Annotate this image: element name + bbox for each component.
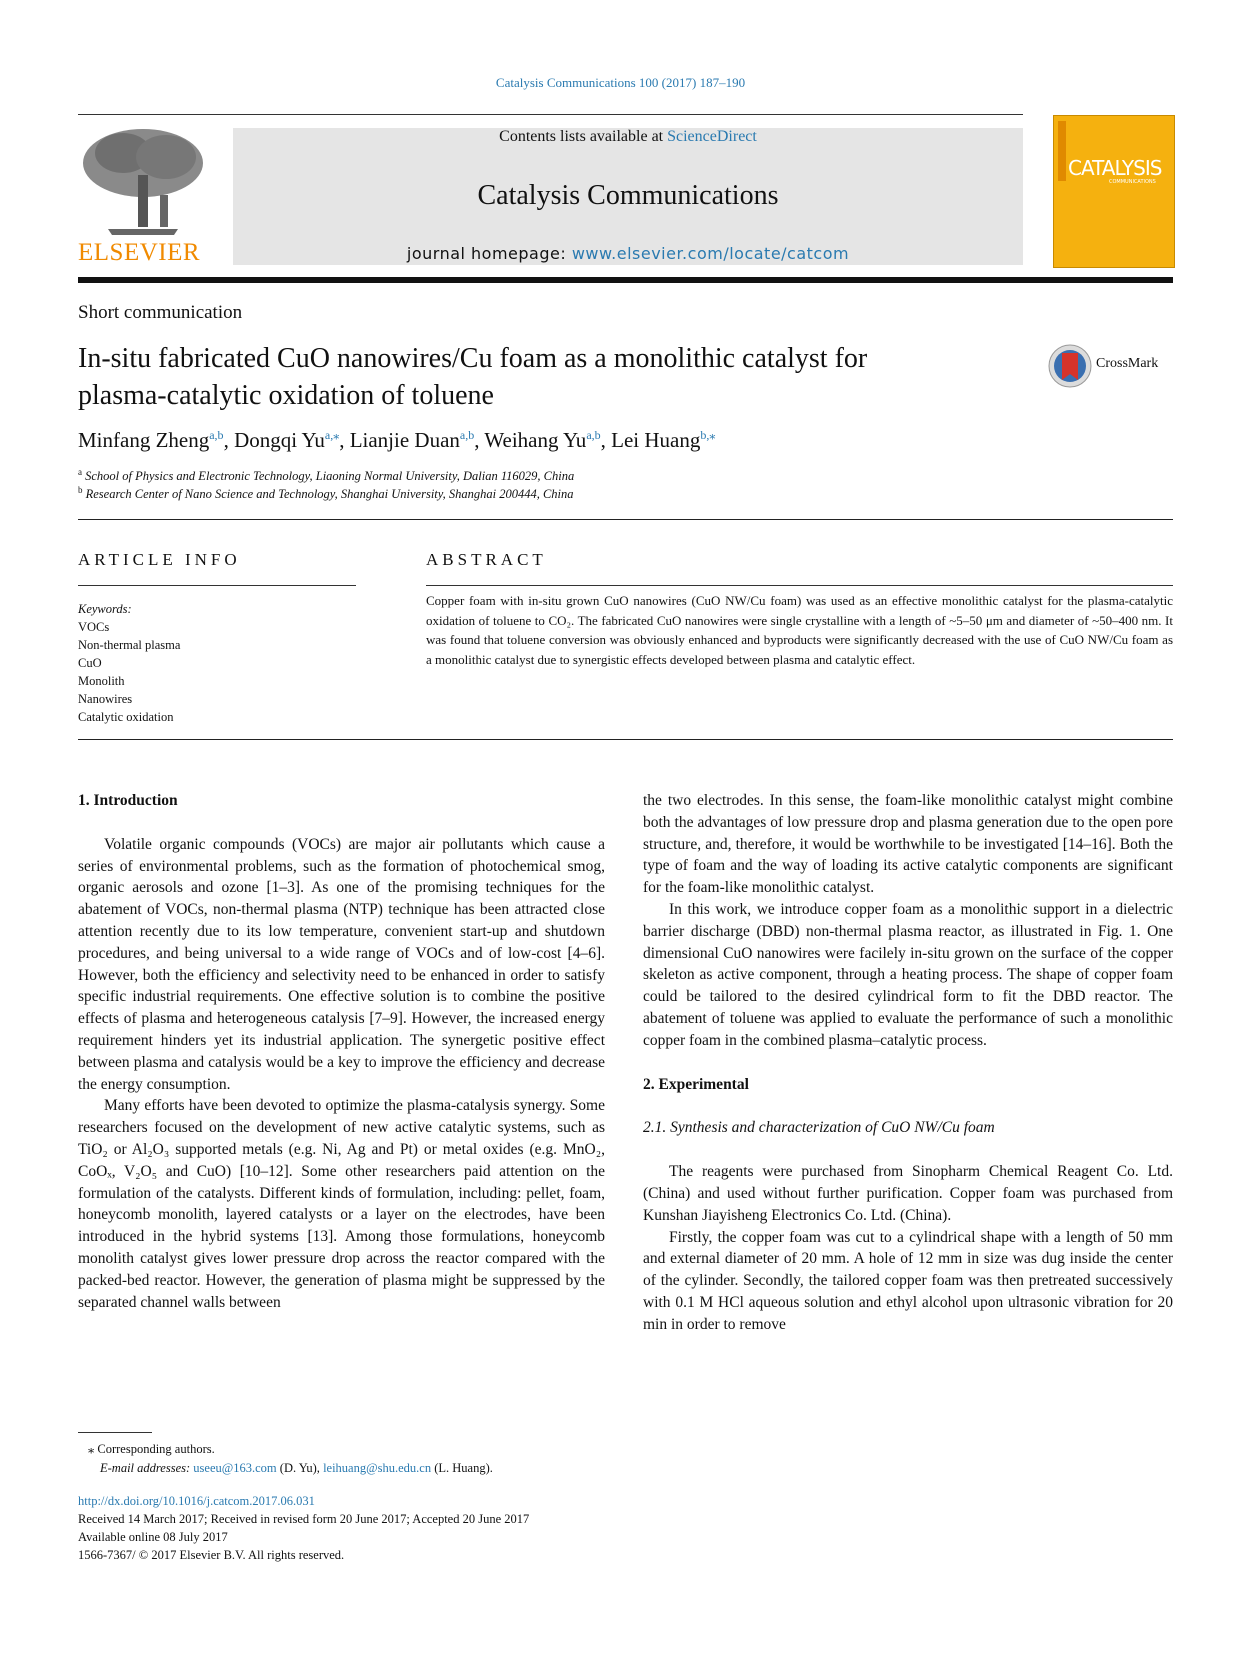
section-heading-experimental: 2. Experimental xyxy=(643,1075,749,1093)
publisher-name: ELSEVIER xyxy=(78,239,201,266)
affiliation: $^b$ Research Center of Nano Science and Technology, Shanghai University, Shanghai 200444, China xyxy=(78,485,574,502)
homepage-line xyxy=(233,244,1023,263)
title-line-2: plasma-catalytic oxidation of toluene xyxy=(78,380,494,411)
copyright: 1566-7367/ © 2017 Elsevier B.V. All rights reserved. xyxy=(78,1548,345,1562)
footnote-rule xyxy=(78,1432,152,1433)
affiliation: $^a$ School of Physics and Electronic Technology, Liaoning Normal University, Dalian 116029, China xyxy=(78,467,575,484)
subsection-heading: 2.1. Synthesis and characterization of CuO NW/Cu foam xyxy=(643,1119,995,1137)
elsevier-logo[interactable] xyxy=(78,125,208,265)
elsevier-tree-icon xyxy=(78,125,208,237)
crossmark-label: CrossMark xyxy=(1096,356,1159,371)
abstract-text: Copper foam with in-situ grown CuO nanowires (CuO NW/Cu foam) was used as an effective monolithic catalyst for the plasma-catalytic oxidation of toluene to CO₂. The fabricated CuO nanowires were single crystalline with a length of ~5–50 μm and diameter of ~50–400 nm. It was found that toluene conversion was obviously enhanced and byproducts were significantly decreased with the use of CuO NW/Cu foam as a monolithic catalyst due to synergistic effects developed between plasma and catalytic effect. xyxy=(426,593,1173,667)
keyword: Nanowires xyxy=(78,692,133,706)
divider xyxy=(78,739,1173,740)
contents-prefix: Contents lists available at xyxy=(499,128,664,145)
keyword: Catalytic oxidation xyxy=(78,710,174,724)
title-line-1: In-situ fabricated CuO nanowires/Cu foam as a monolithic catalyst for xyxy=(78,343,868,374)
paragraph: In this work, we introduce copper foam as a monolithic support in a dielectric barrier discharge (DBD) non-thermal plasma reactor, as illustrated in Fig. 1. One dimensional CuO nanowires were facilely in-situ grown on the surface of the copper skeleton as active component, through a heating process. The shape of copper foam could be tailored to the desired cylindrical form to fit the DBD reactor. The abatement of toluene was applied to evaluate the performance of such a monolithic copper foam in the combined plasma–catalytic process. xyxy=(643,900,1173,1049)
abstract-rule xyxy=(426,585,1173,586)
doi-link[interactable]: http://dx.doi.org/10.1016/j.catcom.2017.06.031 xyxy=(78,1494,315,1508)
keywords-label: Keywords: xyxy=(78,602,132,616)
corresponding-note: ⁎ Corresponding authors. xyxy=(88,1442,215,1456)
header-rule xyxy=(78,114,1023,115)
keyword: Monolith xyxy=(78,674,125,688)
abstract-heading: ABSTRACT xyxy=(426,550,547,569)
cover-subtitle: COMMUNICATIONS xyxy=(1109,179,1156,185)
homepage-link[interactable]: www.elsevier.com/locate/catcom xyxy=(571,244,850,263)
email-link[interactable]: useeu@163.com xyxy=(193,1461,277,1475)
email-line: E-mail addresses: useeu@163.com (D. Yu), leihuang@shu.edu.cn (L. Huang). xyxy=(100,1461,493,1475)
right-column xyxy=(643,790,1173,1336)
sciencedirect-link[interactable]: ScienceDirect xyxy=(667,128,757,145)
journal-banner xyxy=(233,128,1023,265)
email-link[interactable]: leihuang@shu.edu.cn xyxy=(323,1461,432,1475)
journal-cover[interactable] xyxy=(1053,115,1175,268)
article-info-heading: ARTICLE INFO xyxy=(78,550,241,569)
keyword: Non-thermal plasma xyxy=(78,638,181,652)
author-list: Minfang Zheng$^{a,b}$, Dongqi $Yu^{a,⁎}$, Lianjie Duan$^{a,b}$, Weihang Yu$^{a,b}$, Lei Huang$^{b,⁎}$ xyxy=(78,428,716,452)
paragraph: Many efforts have been devoted to optimize the plasma-catalysis synergy. Some researchers focused on the development of new active catalytic systems, such as TiO₂ or Al₂O₃ supported metals (e.g. Ni, Ag and Pt) or metal oxides (e.g. MnO₂, CoOₓ, V₂O₅ and CuO) [10–12]. Some other researchers paid attention on the formulation of the catalysts. Different kinds of formulation, including: pellet, foam, honeycomb monolith, layered catalysts or a layer on the electrodes, have been introduced in the hybrid systems [13]. Among those formulations, honeycomb monolith catalyst gives lower pressure drop across the reactor compared with the packed-bed reactor. However, the generation of plasma might be suppressed by the separated channel walls between xyxy=(78,1097,605,1311)
contents-line xyxy=(233,128,1023,146)
crossmark-badge[interactable] xyxy=(1048,344,1178,392)
keywords-block xyxy=(78,600,180,726)
divider xyxy=(78,519,1173,520)
header-thick-rule xyxy=(78,277,1173,283)
paragraph: the two electrodes. In this sense, the foam-like monolithic catalyst might combine both the advantages of low pressure drop and plasma generation due to the open pore structure, and, therefore, it would be worthwhile to be investigated [14–16]. Both the type of foam and the way of loading its active catalytic components are significant for the foam-like monolithic catalyst. xyxy=(643,792,1173,897)
crossmark-icon xyxy=(1048,344,1092,388)
left-column xyxy=(78,790,605,1313)
homepage-prefix: journal homepage: xyxy=(406,244,567,263)
section-heading-introduction: 1. Introduction xyxy=(78,792,178,809)
article-info-rule xyxy=(78,585,356,586)
author[interactable]: Dongqi $Yu^{a,⁎}$ xyxy=(234,428,340,452)
paragraph: Firstly, the copper foam was cut to a cylindrical shape with a length of 50 mm and external diameter of 20 mm. A hole of 12 mm in size was dug inside the center of the cylinder. Secondly, the tailored copper foam was then pretreated successively with 0.1 M HCl aqueous solution and ethyl alcohol upon ultrasonic vibration for 20 min in order to remove xyxy=(643,1228,1173,1333)
author[interactable]: Minfang Zheng$^{a,b}$ xyxy=(78,428,224,452)
available-online: Available online 08 July 2017 xyxy=(78,1530,228,1544)
journal-name[interactable]: Catalysis Communications xyxy=(477,180,779,211)
keyword: VOCs xyxy=(78,620,110,634)
author[interactable]: Weihang Yu$^{a,b}$ xyxy=(484,428,601,452)
journal-reference[interactable]: Catalysis Communications 100 (2017) 187–190 xyxy=(495,75,746,90)
author[interactable]: Lei Huang$^{b,⁎}$ xyxy=(611,428,716,452)
article-title xyxy=(78,340,1028,414)
keyword: CuO xyxy=(78,656,102,670)
received-dates: Received 14 March 2017; Received in revised form 20 June 2017; Accepted 20 June 2017 xyxy=(78,1512,530,1526)
article-type: Short communication xyxy=(78,302,243,323)
cover-title: CATALYSIS xyxy=(1068,156,1162,180)
author[interactable]: Lianjie Duan$^{a,b}$ xyxy=(349,428,475,452)
cover-stripe xyxy=(1058,121,1066,181)
paragraph: Volatile organic compounds (VOCs) are major air pollutants which cause a series of environmental problems, such as the formation of photochemical smog, organic aerosols and ozone [1–3]. As one of the promising techniques for the abatement of VOCs, non-thermal plasma (NTP) technique has been attracted close attention recently due to its low temperature, convenient start-up and shutdown procedures, and being universal to a wide range of VOCs and of low-cost [4–6]. However, both the efficiency and selectivity need to be enhanced in order to satisfy specific industrial requirements. One effective solution is to combine the positive effects of plasma and heterogeneous catalysis [7–9]. However, the increased energy requirement hinders yet its industrial application. The synergetic positive effect between plasma and catalysis would be a key to improve the efficiency and decrease the energy consumption. xyxy=(78,835,605,1093)
paragraph: The reagents were purchased from Sinopharm Chemical Reagent Co. Ltd. (China) and used without further purification. Copper foam was purchased from Kunshan Jiayisheng Electronics Co. Ltd. (China). xyxy=(643,1163,1173,1224)
